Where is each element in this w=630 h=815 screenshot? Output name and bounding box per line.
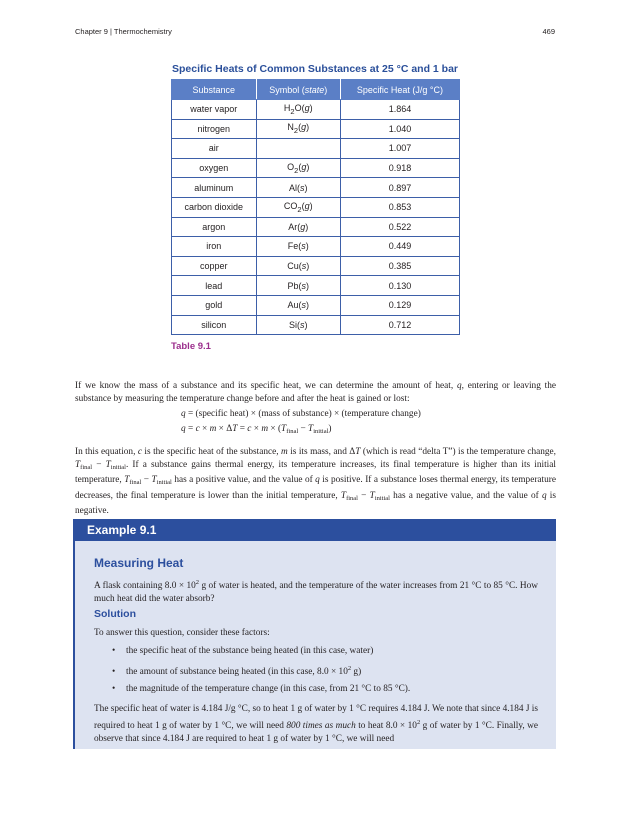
factor-list-item: • the amount of substance being heated (in this case, $8.0 \times 10^2$ g) [112, 665, 362, 677]
heat-equation-words: q = (specific heat) × (mass of substance) × (temperature change) [181, 409, 421, 419]
substance-cell: water vapor [172, 100, 257, 120]
table-body [172, 100, 460, 335]
factor-list-item: • the magnitude of the temperature change (in this case, from 21 °C to 85 °C). [112, 684, 411, 694]
specific-heat-cell: 0.853 [340, 197, 459, 217]
specific-heat-cell: 0.712 [340, 315, 459, 335]
specific-heat-cell: 0.129 [340, 295, 459, 315]
intro-paragraph: If we know the mass of a substance and its specific heat, we can determine the amount of heat, q, entering or leaving the substance by measuring the temperature change before and after the heat is gained or lost: [75, 381, 556, 405]
specific-heat-cell: 1.007 [340, 139, 459, 159]
column-header-substance: Substance [172, 80, 257, 100]
symbol-cell: Fe(s) [256, 237, 340, 257]
symbol-cell: Si(s) [256, 315, 340, 335]
specific-heat-cell: 0.522 [340, 217, 459, 237]
table-row [172, 276, 460, 296]
table-row [172, 178, 460, 198]
table-row [172, 100, 460, 120]
symbol-cell: Ar(g) [256, 217, 340, 237]
table-row [172, 217, 460, 237]
example-problem: A flask containing $8.0 \times 10^2$ g of water is heated, and the temperature of the water increases from 21 °C to 85 °C. How much heat did the water absorb? [94, 579, 538, 605]
bullet-icon: • [112, 646, 116, 656]
heat-equation-symbols: $q = c \times m \times \Delta T = c \times m \times (T_{final} - T_{initial})$ [181, 424, 332, 435]
specific-heat-cell: 0.897 [340, 178, 459, 198]
symbol-cell: $CO_2(g)$ [256, 197, 340, 217]
specific-heat-cell: 0.130 [340, 276, 459, 296]
column-header-specific-heat: Specific Heat (J/g °C) [340, 80, 459, 100]
example-header: Example 9.1 [73, 519, 556, 541]
specific-heat-cell: 0.385 [340, 256, 459, 276]
table-row [172, 139, 460, 159]
table-title: Specific Heats of Common Substances at 25 °C and 1 bar [171, 63, 459, 75]
table-row [172, 119, 460, 139]
substance-cell: silicon [172, 315, 257, 335]
page-header [75, 27, 555, 39]
column-header-symbol: Symbol (state) [256, 80, 340, 100]
symbol-cell: Au(s) [256, 295, 340, 315]
specific-heat-table [171, 79, 460, 335]
specific-heat-cell: 0.918 [340, 158, 459, 178]
bullet-icon: • [112, 684, 116, 694]
table-row [172, 158, 460, 178]
substance-cell: air [172, 139, 257, 159]
solution-closing: The specific heat of water is 4.184 J/g °C, so to heat 1 g of water by 1 °C requires 4.184 J. We note that since 4.184 J is required to heat 1 g of water by 1 °C, we will need 800 times as much to heat $8.0 \times 10^2$ g of water by 1 °C. Finally, we observe that since 4.184 J are required to heat 1 g of water by 1 °C, we will need [94, 704, 538, 745]
substance-cell: aluminum [172, 178, 257, 198]
bullet-icon: • [112, 667, 116, 677]
substance-cell: oxygen [172, 158, 257, 178]
page-number: 469 [542, 27, 555, 36]
table-row [172, 256, 460, 276]
table-row [172, 315, 460, 335]
table-row [172, 237, 460, 257]
substance-cell: gold [172, 295, 257, 315]
chapter-title: Chapter 9 | Thermochemistry [75, 27, 172, 36]
example-title: Measuring Heat [94, 556, 184, 570]
symbol-cell: $N_2(g)$ [256, 119, 340, 139]
symbol-cell: $O_2(g)$ [256, 158, 340, 178]
table-row [172, 295, 460, 315]
symbol-cell: Cu(s) [256, 256, 340, 276]
solution-intro: To answer this question, consider these factors: [94, 628, 270, 638]
table-label: Table 9.1 [171, 341, 211, 352]
specific-heat-cell: 0.449 [340, 237, 459, 257]
substance-cell: lead [172, 276, 257, 296]
substance-cell: nitrogen [172, 119, 257, 139]
symbol-cell: $H_2O(g)$ [256, 100, 340, 120]
substance-cell: iron [172, 237, 257, 257]
solution-title: Solution [94, 608, 136, 620]
symbol-cell: Pb(s) [256, 276, 340, 296]
factor-list-item: • the specific heat of the substance being heated (in this case, water) [112, 646, 374, 656]
specific-heat-cell: 1.864 [340, 100, 459, 120]
substance-cell: copper [172, 256, 257, 276]
table-header-row [172, 80, 460, 100]
symbol-cell: Al(s) [256, 178, 340, 198]
substance-cell: carbon dioxide [172, 197, 257, 217]
substance-cell: argon [172, 217, 257, 237]
symbol-cell [256, 139, 340, 159]
table-row [172, 197, 460, 217]
explanation-paragraph: In this equation, c is the specific heat of the substance, m is its mass, and ΔT (which is read “delta T”) is the temperature change, $T_{final} - T_{initial}$. If a substance gains thermal energy, its temperature increases, its final temperature is higher than its initial temperature, $T_{final} - T_{initial}$ has a positive value, and the value of q is positive. If a substance loses thermal energy, its temperature decreases, the final temperature is lower than the initial temperature, $T_{final} - T_{initial}$ has a negative value, and the value of q is negative. [75, 447, 556, 516]
specific-heat-cell: 1.040 [340, 119, 459, 139]
